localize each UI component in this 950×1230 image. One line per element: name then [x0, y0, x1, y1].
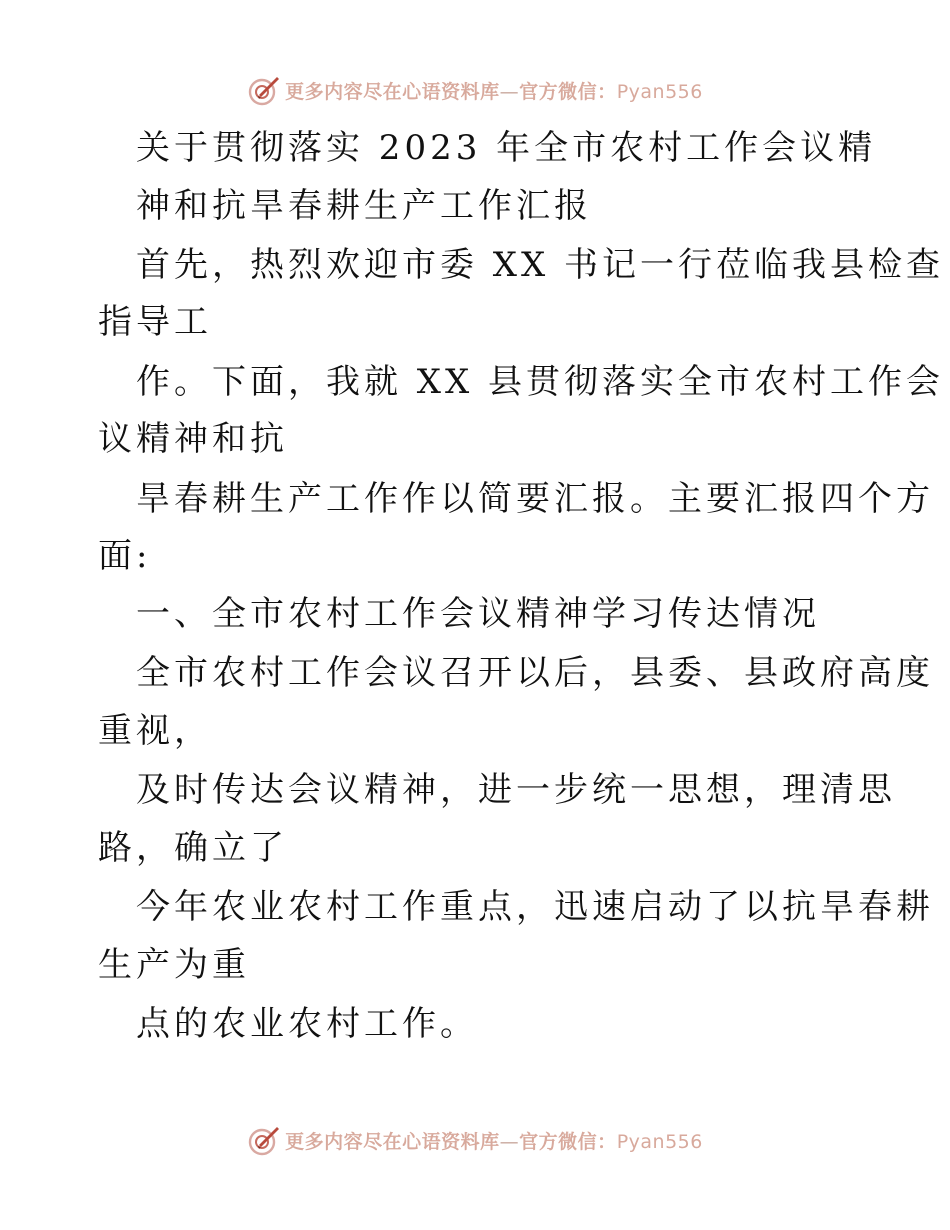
- paragraph-line: 作。下面，我就 XX 县贯彻落实全市农村工作会: [136, 362, 945, 402]
- paragraph-line: 首先，热烈欢迎市委 XX 书记一行莅临我县检查: [136, 245, 945, 285]
- section-heading: 一、全市农村工作会议精神学习传达情况: [136, 594, 820, 634]
- paragraph-line: 路，确立了: [98, 828, 288, 868]
- paragraph-line: 今年农业农村工作重点，迅速启动了以抗旱春耕: [136, 887, 934, 927]
- paragraph-line: 旱春耕生产工作作以简要汇报。主要汇报四个方: [136, 479, 934, 519]
- paragraph-line: 重视，: [98, 711, 212, 751]
- header-watermark-banner: [0, 70, 950, 110]
- quill-logo-icon: [247, 1123, 281, 1157]
- watermark-text: 更多内容尽在心语资料库—官方微信：Pyan556: [285, 80, 703, 103]
- quill-logo-icon: [247, 73, 281, 107]
- paragraph-line: 生产为重: [98, 945, 250, 985]
- document-title-line-1: 关于贯彻落实 2023 年全市农村工作会议精: [136, 128, 877, 168]
- paragraph-line: 及时传达会议精神，进一步统一思想，理清思: [136, 770, 896, 810]
- footer-watermark-banner: [0, 1120, 950, 1160]
- watermark-text: 更多内容尽在心语资料库—官方微信：Pyan556: [285, 1130, 703, 1153]
- paragraph-line: 指导工: [98, 302, 212, 342]
- document-title-line-2: 神和抗旱春耕生产工作汇报: [136, 186, 592, 226]
- paragraph-line: 议精神和抗: [98, 419, 288, 459]
- paragraph-line: 点的农业农村工作。: [136, 1004, 478, 1044]
- paragraph-line: 全市农村工作会议召开以后，县委、县政府高度: [136, 653, 934, 693]
- paragraph-line: 面:: [98, 536, 152, 576]
